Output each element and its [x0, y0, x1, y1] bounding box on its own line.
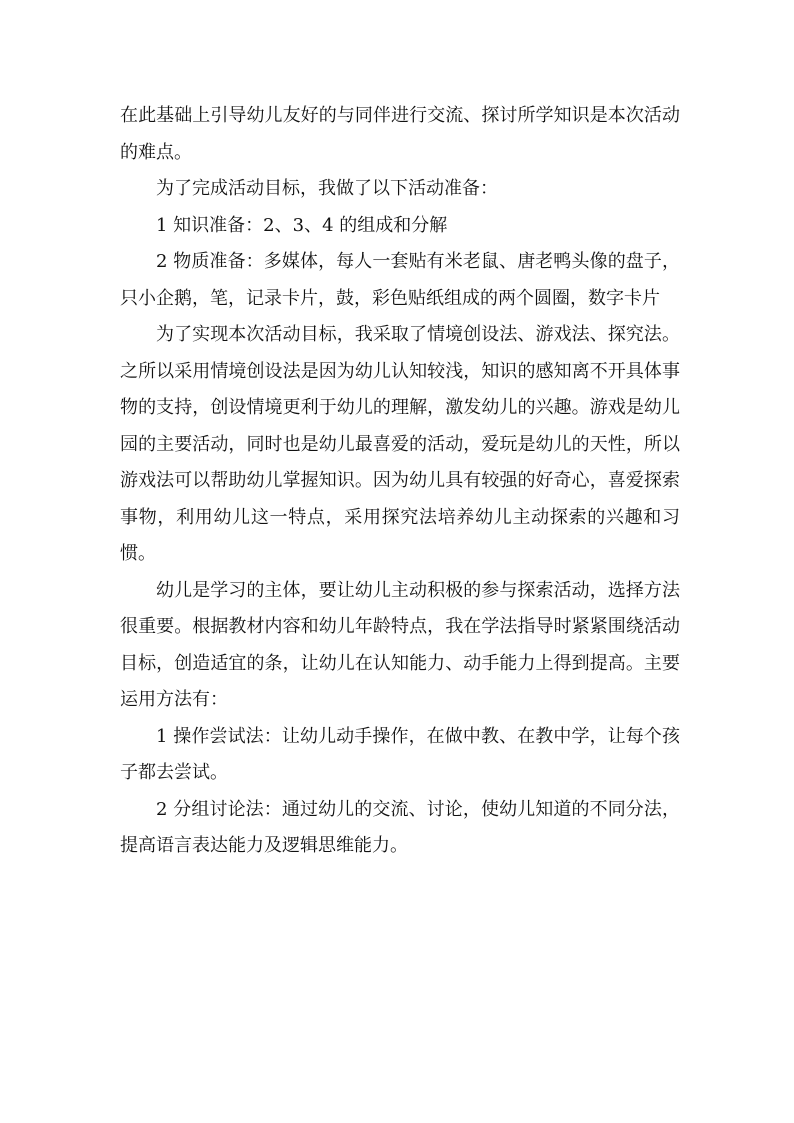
paragraph-teaching-methods: 为了实现本次活动目标，我采取了情境创设法、游戏法、探究法。之所以采用情境创设法是因为幼儿认知较浅，知识的感知离不开具体事物的支持，创设情境更利于幼儿的理解，激发幼儿的兴趣。游戏是幼儿园的主要活动，同时也是幼儿最喜爱的活动，爱玩是幼儿的天性，所以游戏法可以帮助幼儿掌握知识。因为幼儿具有较强的好奇心，喜爱探索事物，利用幼儿这一特点，采用探究法培养幼儿主动探索的兴趣和习惯。 — [120, 324, 680, 564]
paragraph-method-discussion: 2 分组讨论法：通过幼儿的交流、讨论，使幼儿知道的不同分法，提高语言表达能力及逻辑思维能力。 — [120, 798, 680, 856]
paragraph-material-prep: 2 物质准备：多媒体，每人一套贴有米老鼠、唐老鸭头像的盘子，只小企鹅，笔，记录卡片，鼓，彩色贴纸组成的两个圆圈，数字卡片 — [120, 251, 680, 309]
paragraph-method-operation: 1 操作尝试法：让幼儿动手操作，在做中教、在教中学，让每个孩子都去尝试。 — [120, 725, 680, 783]
paragraph-knowledge-prep: 1 知识准备：2、3、4 的组成和分解 — [156, 214, 448, 236]
paragraph-preparation-intro: 为了完成活动目标，我做了以下活动准备： — [156, 178, 498, 199]
paragraph-difficulty: 在此基础上引导幼儿友好的与同伴进行交流、探讨所学知识是本次活动的难点。 — [120, 105, 680, 163]
paragraph-learning-methods: 幼儿是学习的主体，要让幼儿主动积极的参与探索活动，选择方法很重要。根据教材内容和幼儿年龄特点，我在学法指导时紧紧围绕活动目标，创造适宜的条，让幼儿在认知能力、动手能力上得到提高。主要运用方法有： — [120, 579, 680, 710]
document-body — [120, 98, 680, 865]
